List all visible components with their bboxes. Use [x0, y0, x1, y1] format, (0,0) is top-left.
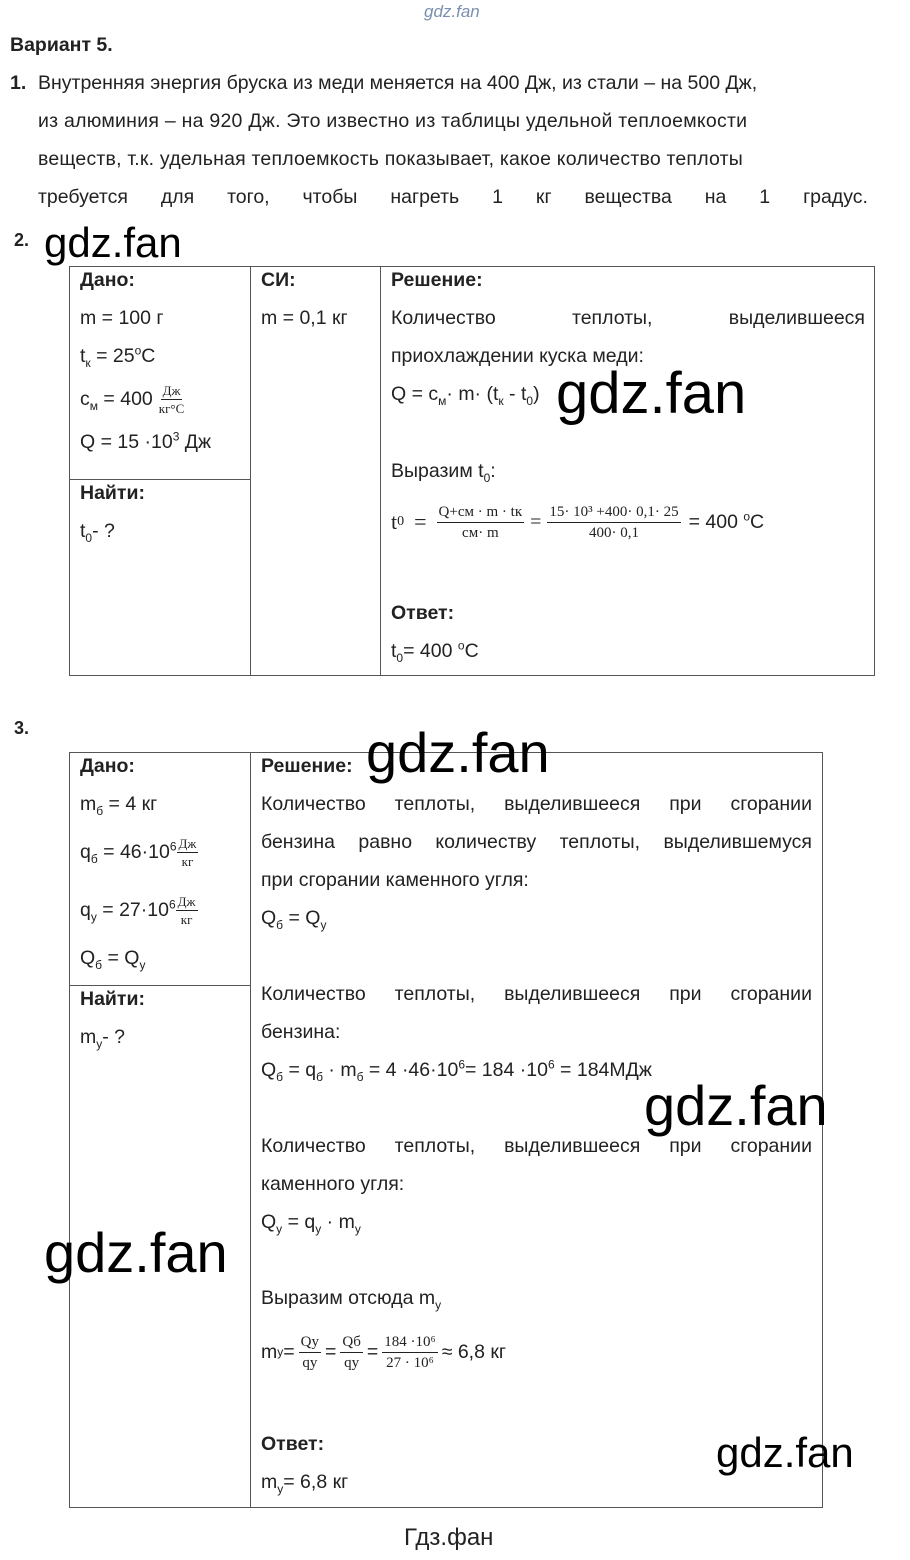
given-final-temp: $t_к = 25^oC$ [80, 343, 156, 370]
task3-given [80, 747, 202, 977]
my-expression: m у = $\frac{Qу}{qу}$ = $\frac{Qб}{qу}$ = $\frac{\text{184 ·10⁶}}{\text{27 · 10⁶}}$ ≈ 6,8 кг [261, 1333, 507, 1371]
watermark: gdz.fan [556, 361, 747, 426]
given-equality: $Q_б = Q_у$ [80, 947, 146, 972]
find-header: Найти: [80, 988, 145, 1010]
watermark: gdz.fan [366, 721, 550, 784]
my-fraction: $\frac{Qб}{qу}$ [342, 1333, 361, 1371]
t0-expression: t 0 = $\frac{Q+cм \cdot m \cdot tк}{cм\cdot m}$ = $\frac{\text{15· 10³ +400· 0,1· 25}}{400\cdot 0,1}$ = 400 $^o$C [391, 503, 765, 541]
header-watermark: gdz.fan [424, 2, 480, 21]
find-value: $m_у-$ ? [80, 1026, 126, 1051]
solution-line: приохлаждении куска меди: [391, 345, 644, 367]
task1-line: из алюминия – на 920 Дж. Это известно из таблицы удельной теплоемкости [38, 110, 748, 132]
watermark: gdz.fan [44, 219, 182, 266]
solution-header: Решение: [391, 269, 483, 291]
watermark: gdz.fan [44, 1221, 228, 1284]
task3-find [80, 980, 145, 1056]
find-header: Найти: [80, 482, 145, 504]
t0-numeric-fraction: $\frac{\text{15· 10³ +400· 0,1· 25}}{400\cdot 0,1}$ [549, 503, 679, 541]
express-my: Выразим отсюда $m_у$ [261, 1287, 442, 1312]
equality-formula: $Q_б = Q_у$ [261, 907, 327, 932]
my-numeric-fraction: $\frac{\text{184 ·10⁶}}{\text{27 · 10⁶}}$ [384, 1333, 436, 1371]
task1-number: 1. [10, 72, 27, 94]
solution-line: бензина: [261, 1021, 341, 1043]
express-t0: Выразим $t_0$: [391, 460, 496, 485]
footer-text: Гдз.фан [404, 1524, 494, 1551]
given-header: Дано: [80, 269, 135, 291]
solution-line: Количество теплоты, выделившееся [391, 307, 865, 329]
watermark: gdz.fan [644, 1074, 828, 1137]
t0-fraction: $\frac{Q+cм \cdot m \cdot tк}{cм\cdot m}$ [438, 503, 523, 541]
task3-number: 3. [14, 718, 30, 738]
solution-line: бензина равно количеству теплоты, выделившемуся [261, 831, 812, 853]
my-fraction: $\frac{Qу}{qу}$ [300, 1333, 319, 1371]
si-header: СИ: [261, 269, 296, 291]
unit-fraction: $\frac{Дж}{кг^\circ C}$ [158, 383, 185, 417]
task1-text [38, 64, 868, 216]
solution-header: Решение: [261, 755, 353, 777]
spacer [261, 1241, 812, 1279]
find-value: $t_0-$ ? [80, 520, 115, 545]
si-mass: m = 0,1 кг [261, 307, 348, 329]
task3-solution [261, 747, 812, 1317]
task2-find [80, 474, 145, 550]
task2-number: 2. [14, 230, 30, 250]
unit-fraction: $\frac{Дж}{кг}$ [177, 894, 196, 928]
spacer [261, 937, 812, 975]
answer-header: Ответ: [391, 602, 455, 624]
given-gasoline-mass: $m_б = 4$ кг [80, 793, 158, 818]
solution-line: Количество теплоты, выделившееся при сгорании [261, 793, 812, 815]
solution-line: Количество теплоты, выделившееся при сгорании [261, 983, 812, 1005]
task1-line: Внутренняя энергия бруска из меди меняется на 400 Дж, из стали – на 500 Дж, [38, 72, 758, 94]
given-heat: $Q = 15 \cdot 10^3$ Дж [80, 429, 212, 453]
task1-line: веществ, т.к. удельная теплоемкость показывает, какое количество теплоты [38, 148, 743, 170]
task1-line: требуется для того, чтобы нагреть 1 кг вещества на 1 градус. [38, 186, 868, 208]
given-coal-heat: $q_у = 27\cdot 10^6$ $\frac{Дж}{кг}$ [80, 894, 196, 928]
watermark: gdz.fan [716, 1429, 854, 1476]
answer-value: $m_у= 6,8$ кг [261, 1471, 349, 1496]
table-divider [250, 752, 251, 1508]
given-specific-heat: $c_м = 400$ $\frac{Дж}{кг^\circ C}$ [80, 383, 185, 417]
task2-si [261, 261, 348, 337]
task2-answer [391, 594, 479, 670]
gasoline-heat-formula: $Q_б = q_б \cdot m_б = 4 \cdot 46\cdot 10^6= 184 \cdot 10^6 = 184МДж$ [261, 1057, 652, 1084]
given-mass: m = 100 г [80, 307, 164, 329]
answer-header: Ответ: [261, 1433, 325, 1455]
answer-value: $t_0= 400$ $^o$C [391, 638, 479, 665]
given-header: Дано: [80, 755, 135, 777]
heat-formula: $Q = c_м\cdot m\cdot (t_к - t_0)$ [391, 383, 540, 408]
given-gasoline-heat: $q_б = 46\cdot 10^6$ $\frac{Дж}{кг}$ [80, 836, 197, 870]
task3-answer [261, 1425, 348, 1501]
table-divider [380, 266, 381, 676]
table-divider [250, 266, 251, 676]
solution-line: Количество теплоты, выделившееся при сгорании [261, 1135, 812, 1157]
unit-fraction: $\frac{Дж}{кг}$ [178, 836, 197, 870]
solution-line: каменного угля: [261, 1173, 405, 1195]
solution-line: при сгорании каменного угля: [261, 869, 529, 891]
task2-given [80, 261, 211, 461]
coal-heat-formula: $Q_у = q_у \cdot m_у$ [261, 1211, 361, 1236]
variant-title: Вариант 5. [10, 34, 113, 56]
